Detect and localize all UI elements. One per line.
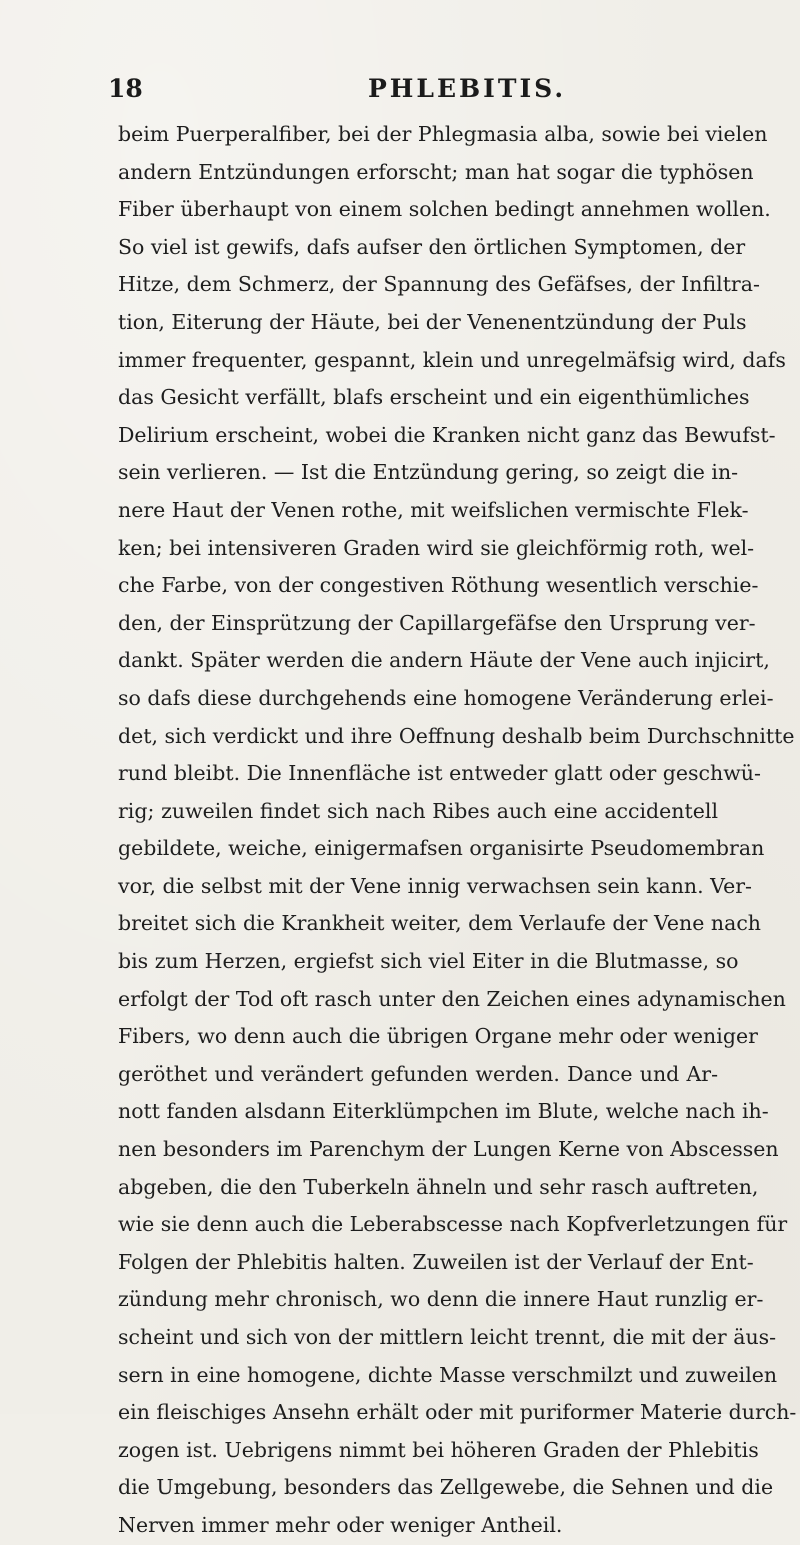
text-line: so dafs diese durchgehends eine homogene Veränderung erlei-	[118, 685, 774, 710]
text-line: zündung mehr chronisch, wo denn die innere Haut runzlig er-	[118, 1287, 764, 1312]
text-line: nen besonders im Parenchym der Lungen Kerne von Abscessen	[118, 1137, 779, 1162]
text-line: wie sie denn auch die Leberabscesse nach Kopfverletzungen für	[118, 1212, 788, 1237]
text-line: nott fanden alsdann Eiterklümpchen im Blute, welche nach ih-	[118, 1099, 769, 1124]
text-line: nere Haut der Venen rothe, mit weifslichen vermischte Flek-	[118, 497, 749, 522]
text-line: bis zum Herzen, ergiefst sich viel Eiter in die Blutmasse, so	[118, 949, 739, 974]
text-line: andern Entzündungen erforscht; man hat sogar die typhösen	[118, 159, 754, 184]
text-line: det, sich verdickt und ihre Oeffnung deshalb beim Durchschnitte	[118, 723, 795, 748]
text-line: breitet sich die Krankheit weiter, dem Verlaufe der Vene nach	[118, 911, 761, 936]
text-line: dankt. Später werden die andern Häute der Vene auch injicirt,	[118, 648, 770, 673]
text-line: erfolgt der Tod oft rasch unter den Zeichen eines adynamischen	[118, 986, 786, 1011]
text-line: vor, die selbst mit der Vene innig verwachsen sein kann. Ver-	[118, 873, 752, 898]
text-line: rund bleibt. Die Innenfläche ist entweder glatt oder geschwü-	[118, 761, 761, 786]
body-text	[118, 116, 797, 1545]
text-line: ein fleischiges Ansehn erhält oder mit puriformer Materie durch-	[118, 1400, 797, 1425]
text-line: rig; zuweilen findet sich nach Ribes auch eine accidentell	[118, 798, 718, 823]
text-line: zogen ist. Uebrigens nimmt bei höheren Graden der Phlebitis	[118, 1437, 759, 1462]
text-line: scheint und sich von der mittlern leicht trennt, die mit der äus-	[118, 1325, 777, 1349]
text-line: gebildete, weiche, einigermafsen organisirte Pseudomembran	[118, 836, 765, 861]
text-line: geröthet und verändert gefunden werden. Dance und Ar-	[118, 1061, 718, 1086]
text-line: So viel ist gewifs, dafs aufser den örtlichen Symptomen, der	[118, 234, 746, 259]
text-line: Hitze, dem Schmerz, der Spannung des Gefäfses, der Infiltra-	[118, 272, 760, 297]
running-head: PHLEBITIS.	[368, 74, 567, 103]
text-line: abgeben, die den Tuberkeln ähneln und sehr rasch auftreten,	[118, 1174, 759, 1199]
text-line: ken; bei intensiveren Graden wird sie gleichförmig roth, wel-	[118, 535, 755, 560]
text-line: sern in eine homogene, dichte Masse verschmilzt und zuweilen	[118, 1362, 778, 1387]
text-line: die Umgebung, besonders das Zellgewebe, die Sehnen und die	[118, 1475, 774, 1500]
text-line: Fibers, wo denn auch die übrigen Organe mehr oder weniger	[118, 1024, 758, 1049]
text-line: Nerven immer mehr oder weniger Antheil.	[118, 1512, 563, 1537]
text-line: Fiber überhaupt von einem solchen bedingt annehmen wollen.	[118, 197, 771, 222]
text-line: beim Puerperalfiber, bei der Phlegmasia alba, sowie bei vielen	[118, 122, 768, 146]
page-number: 18	[108, 74, 143, 103]
text-line: das Gesicht verfällt, blafs erscheint und ein eigenthümliches	[118, 385, 750, 410]
text-line: sein verlieren. — Ist die Entzündung gering, so zeigt die in-	[118, 460, 739, 485]
page-header	[108, 74, 708, 110]
text-line: tion, Eiterung der Häute, bei der Venenentzündung der Puls	[118, 309, 747, 334]
text-line: Folgen der Phlebitis halten. Zuweilen ist der Verlauf der Ent-	[118, 1249, 754, 1274]
text-line: den, der Einsprützung der Capillargefäfse den Ursprung ver-	[118, 610, 756, 635]
text-line: che Farbe, von der congestiven Röthung wesentlich verschie-	[118, 573, 759, 598]
text-line: Delirium erscheint, wobei die Kranken nicht ganz das Bewufst-	[118, 422, 776, 447]
text-line: immer frequenter, gespannt, klein und unregelmäfsig wird, dafs	[118, 347, 786, 372]
